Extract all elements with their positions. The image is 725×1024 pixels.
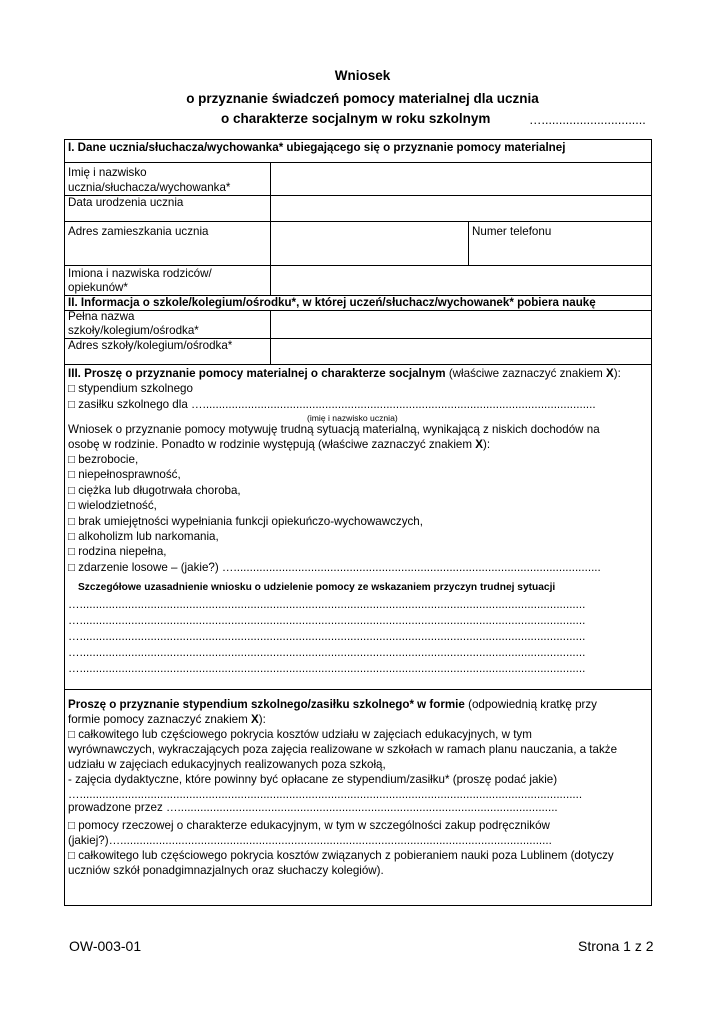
option-1-text: udziału w zajęciach edukacyjnych realizowanych poza szkołą, xyxy=(68,758,386,771)
section-4-heading-2b: ): xyxy=(258,713,266,726)
name-label: Imię i nazwisko xyxy=(68,166,147,179)
x-marker: X xyxy=(606,367,614,380)
divider xyxy=(468,221,469,265)
checkbox-bezrobocie[interactable]: □ bezrobocie, xyxy=(68,453,139,466)
reason-text-2b: ): xyxy=(483,438,491,451)
document-code: OW-003-01 xyxy=(69,938,142,954)
form-subtitle-school-year: o charakterze socjalnym w roku szkolnym xyxy=(221,111,491,126)
justification-line[interactable]: …............................................................................................................................................................. xyxy=(68,630,586,643)
school-name-label: Pełna nazwa xyxy=(68,310,135,323)
parents-label-cont: opiekunów* xyxy=(68,281,128,294)
option-1-text: - zajęcia dydaktyczne, które powinny być opłacane ze stypendium/zasiłku* (proszę podać jakie) xyxy=(68,773,558,786)
checkbox-niepelnosprawnosc[interactable]: □ niepełnosprawność, xyxy=(68,468,181,481)
form-title: Wniosek xyxy=(334,68,391,83)
justification-line[interactable]: …............................................................................................................................................................. xyxy=(68,598,586,611)
parents-field[interactable] xyxy=(271,266,651,295)
section-4-heading-2a: formie pomocy zaznaczyć znakiem xyxy=(68,713,251,726)
birth-date-field[interactable] xyxy=(271,196,651,221)
checkbox-alkoholizm[interactable]: □ alkoholizm lub narkomania, xyxy=(68,530,219,543)
school-year-field[interactable]: ….............................. xyxy=(529,113,646,127)
school-name-label-cont: szkoły/kolegium/ośrodka* xyxy=(68,324,199,337)
option-3-text: uczniów szkół ponadgimnazjalnych oraz słuchaczy kolegiów). xyxy=(68,864,384,877)
form-subtitle: o przyznanie świadczeń pomocy materialnej dla ucznia xyxy=(186,91,539,106)
section-4-heading-note: (odpowiednią kratkę przy xyxy=(468,698,597,711)
checkbox-nauka-poza-lublinem[interactable]: □ całkowitego lub częściowego pokrycia kosztów związanych z pobieraniem nauki poza Lublinem (dotyczy xyxy=(68,849,614,862)
checkbox-wielodzietnosc[interactable]: □ wielodzietność, xyxy=(68,499,157,512)
provider-field[interactable]: prowadzone przez …...................................................................................................................... xyxy=(68,801,558,814)
heading-end: ): xyxy=(613,367,621,380)
checkbox-zasilek[interactable]: □ zasiłku szkolnego dla ….......................................................................................................................... xyxy=(68,398,596,411)
student-name-caption: (imię i nazwisko ucznia) xyxy=(307,413,398,423)
school-address-label: Adres szkoły/kolegium/ośrodka* xyxy=(68,339,233,352)
school-address-field[interactable] xyxy=(271,339,651,365)
checkbox-koszty-zajec[interactable]: □ całkowitego lub częściowego pokrycia kosztów udziału w zajęciach edukacyjnych, w tym xyxy=(68,728,532,741)
section-1-heading: I. Dane ucznia/słuchacza/wychowanka* ubiegającego się o przyznanie pomocy materialnej xyxy=(68,141,566,154)
section-3-heading-bold: III. Proszę o przyznanie pomocy materialnej o charakterze socjalnym xyxy=(68,367,446,380)
school-name-field[interactable] xyxy=(271,311,651,338)
birth-date-label: Data urodzenia ucznia xyxy=(68,196,184,209)
phone-label: Numer telefonu xyxy=(472,225,552,238)
section-3-heading xyxy=(68,366,621,381)
checkbox-pomoc-rzeczowa[interactable]: □ pomocy rzeczowej o charakterze edukacyjnym, w tym w szczególności zakup podręczników xyxy=(68,819,550,832)
justification-heading: Szczegółowe uzasadnienie wniosku o udzielenie pomocy ze wskazaniem przyczyn trudnej sytuacji xyxy=(78,582,556,593)
section-3-heading-note: (właściwe zaznaczyć znakiem xyxy=(448,367,603,380)
reason-text-2 xyxy=(68,437,490,452)
page-number: Strona 1 z 2 xyxy=(578,938,654,954)
checkbox-rodzina-niepelna[interactable]: □ rodzina niepełna, xyxy=(68,545,167,558)
reason-text-1: Wniosek o przyznanie pomocy motywuję trudną sytuacją materialną, wynikającą z niskich dochodów na xyxy=(68,423,600,436)
address-field[interactable] xyxy=(271,222,467,265)
checkbox-zdarzenie-losowe[interactable]: □ zdarzenie losowe – (jakie?) ….................................................................................................................. xyxy=(68,561,601,574)
option-1-text: wyrównawczych, wykraczających poza zajęcia realizowane w szkołach w ramach planu nauczania, a także xyxy=(68,743,618,756)
parents-label: Imiona i nazwiska rodziców/ xyxy=(68,267,212,280)
checkbox-brak-umiejetnosci[interactable]: □ brak umiejętności wypełniania funkcji opiekuńczo-wychowawczych, xyxy=(68,515,423,528)
section-4-heading-bold: Proszę o przyznanie stypendium szkolnego/zasiłku szkolnego* w formie xyxy=(68,698,465,711)
classes-field[interactable]: …............................................................................................................................................................ xyxy=(68,788,583,801)
material-aid-field[interactable]: (jakiej?)…...................................................................................................................................... xyxy=(68,834,552,847)
section-4-heading-cont xyxy=(68,712,266,727)
justification-line[interactable]: …............................................................................................................................................................. xyxy=(68,614,586,627)
name-label-cont: ucznia/słuchacza/wychowanka* xyxy=(68,181,231,194)
justification-line[interactable]: …............................................................................................................................................................. xyxy=(68,646,586,659)
reason-text-2a: osobę w rodzinie. Ponadto w rodzinie występują (właściwe zaznaczyć znakiem xyxy=(68,438,476,451)
section-2-heading: II. Informacja o szkole/kolegium/ośrodku*, w której uczeń/słuchacz/wychowanek* pobiera naukę xyxy=(68,296,596,309)
justification-line[interactable]: …............................................................................................................................................................. xyxy=(68,662,586,675)
name-field[interactable] xyxy=(271,163,651,195)
checkbox-stypendium[interactable]: □ stypendium szkolnego xyxy=(68,382,193,395)
section-4-heading xyxy=(68,697,597,712)
address-label: Adres zamieszkania ucznia xyxy=(68,225,209,238)
checkbox-choroba[interactable]: □ ciężka lub długotrwała choroba, xyxy=(68,484,241,497)
x-marker: X xyxy=(251,713,259,726)
x-marker: X xyxy=(475,438,483,451)
